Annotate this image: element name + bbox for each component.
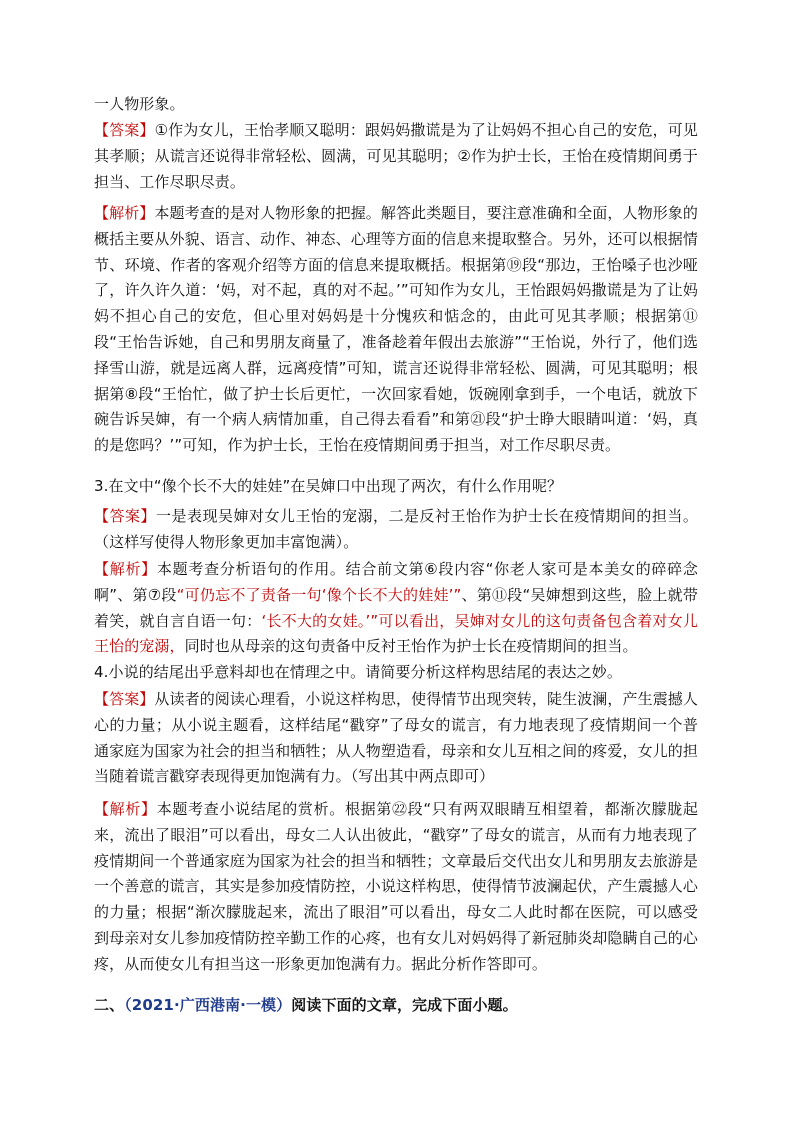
q4-question: 4.小说的结尾出乎意料却也在情理之中。请简要分析这样构思结尾的表达之妙。 (94, 663, 622, 681)
section-2-prefix: 二、 (94, 996, 125, 1014)
q2-analysis-text: 本题考查的是对人物形象的把握。解答此类题目，要注意准确和全面，人物形象的概括主要从外貌、语言、动作、神态、心理等方面的信息来提取整合。另外，还可以根据情节、环境、作者的客观介绍等方面的信息来提取概括。根据第⑲段“那边，王怡嗓子也沙哑了，许久许久道：‘妈，对不起，真的对不起。’”可知作为女儿，王怡跟妈妈撒谎是为了让妈妈不担心自己的安危，但心里对妈妈是十分愧疚和惦念的，由此可见其孝顺；根据第⑪段“王怡告诉她，自己和男朋友商量了，准备趁着年假出去旅游”“王怡说，外行了，他们选择雪山游，就是远离人群，远离疫情”可知，谎言还说得非常轻松、圆满，可见其聪明；根据第⑧段“王怡忙，做了护士长后更忙，一次回家看她，饭碗刚拿到手，一个电话，就放下碗告诉吴婶，有一个病人病情加重，自己得去看看”和第㉑段“护士睁大眼睛叫道：‘妈，真的是您吗？’”可知，作为护士长，王怡在疫情期间勇于担当，对工作尽职尽责。 (94, 204, 699, 455)
analysis-tag: 【解析】 (94, 204, 155, 222)
answer-tag: 【答案】 (94, 507, 156, 525)
q2-answer-text: ①作为女儿，王怡孝顺又聪明：跟妈妈撒谎是为了让妈妈不担心自己的安危，可见其孝顺；从谎言还说得非常轻松、圆满，可见其聪明；②作为护士长，王怡在疫情期间勇于担当、工作尽职尽责。 (94, 121, 698, 191)
q2-answer (94, 118, 698, 195)
section-2-heading (94, 993, 698, 1019)
q3-answer (94, 504, 698, 556)
q4-answer-text: 从读者的阅读心理看，小说这样构思，使得情节出现突转，陡生波澜，产生震撼人心的力量；从小说主题看，这样结尾“戳穿”了母女的谎言，有力地表现了疫情期间一个普通家庭为国家为社会的担当和牺牲；从人物塑造看，母亲和女儿互相之间的疼爱，女儿的担当随着谎言戳穿表现得更加饱满有力。（写出其中两点即可） (94, 690, 699, 786)
q4-analysis-text: 本题考查小说结尾的赏析。根据第㉒段“只有两双眼睛互相望着，都渐次朦胧起来，流出了眼泪”可以看出，母女二人认出彼此，“戳穿”了母女的谎言，从而有力地表现了疫情期间一个普通家庭为国家为社会的担当和牺牲；文章最后交代出女儿和男朋友去旅游是一个善意的谎言，其实是参加疫情防控，小说这样构思，使得情节波澜起伏，产生震撼人心的力量；根据“渐次朦胧起来，流出了眼泪”可以看出，母女二人此时都在医院，可以感受到母亲对女儿参加疫情防控辛勤工作的心疼，也有女儿对妈妈得了新冠肺炎却隐瞒自己的心疼，从而使女儿有担当这一形象更加饱满有力。据此分析作答即可。 (94, 800, 699, 973)
q3-analysis (94, 557, 698, 660)
q3-question: 3.在文中“像个长不大的娃娃”在吴婶口中出现了两次，有什么作用呢？ (94, 477, 563, 495)
q3-analysis-text-c: 同时也从母亲的这句责备中反衬王怡作为护士长在疫情期间的担当。 (184, 637, 638, 656)
analysis-tag: 【解析】 (94, 560, 157, 578)
analysis-tag: 【解析】 (94, 800, 157, 818)
q4-answer (94, 687, 698, 790)
section-2-source: （2021·广西港南·一模） (124, 996, 292, 1014)
section-2-instruction: 阅读下面的文章，完成下面小题。 (291, 996, 518, 1014)
q3-analysis-quote-1: “可仍忘不了责备一句‘像个长不大的娃娃’” (176, 585, 462, 604)
intro-line: 一人物形象。 (94, 95, 185, 113)
q3-analysis-text-b: 、第⑪段“吴婶想到这些，脸上就带着笑，就自言自语一句： (94, 585, 698, 630)
q3-analysis-quote-2: ‘长不大的女娃。’”可以看出，吴婶对女儿的这句责备包含着对女儿王怡的宠溺， (94, 611, 698, 656)
q3-answer-text: 一是表现吴婶对女儿王怡的宠溺，二是反衬王怡作为护士长在疫情期间的担当。（这样写使得人物形象更加丰富饱满）。 (94, 507, 698, 551)
q3-analysis-text-a: 本题考查分析语句的作用。结合前文第⑥段内容“你老人家可是本美女的碎碎念啊”、第⑦段 (94, 560, 698, 604)
q2-analysis (94, 201, 698, 459)
answer-tag: 【答案】 (94, 690, 155, 708)
q4-analysis (94, 797, 698, 978)
answer-tag: 【答案】 (94, 121, 155, 139)
